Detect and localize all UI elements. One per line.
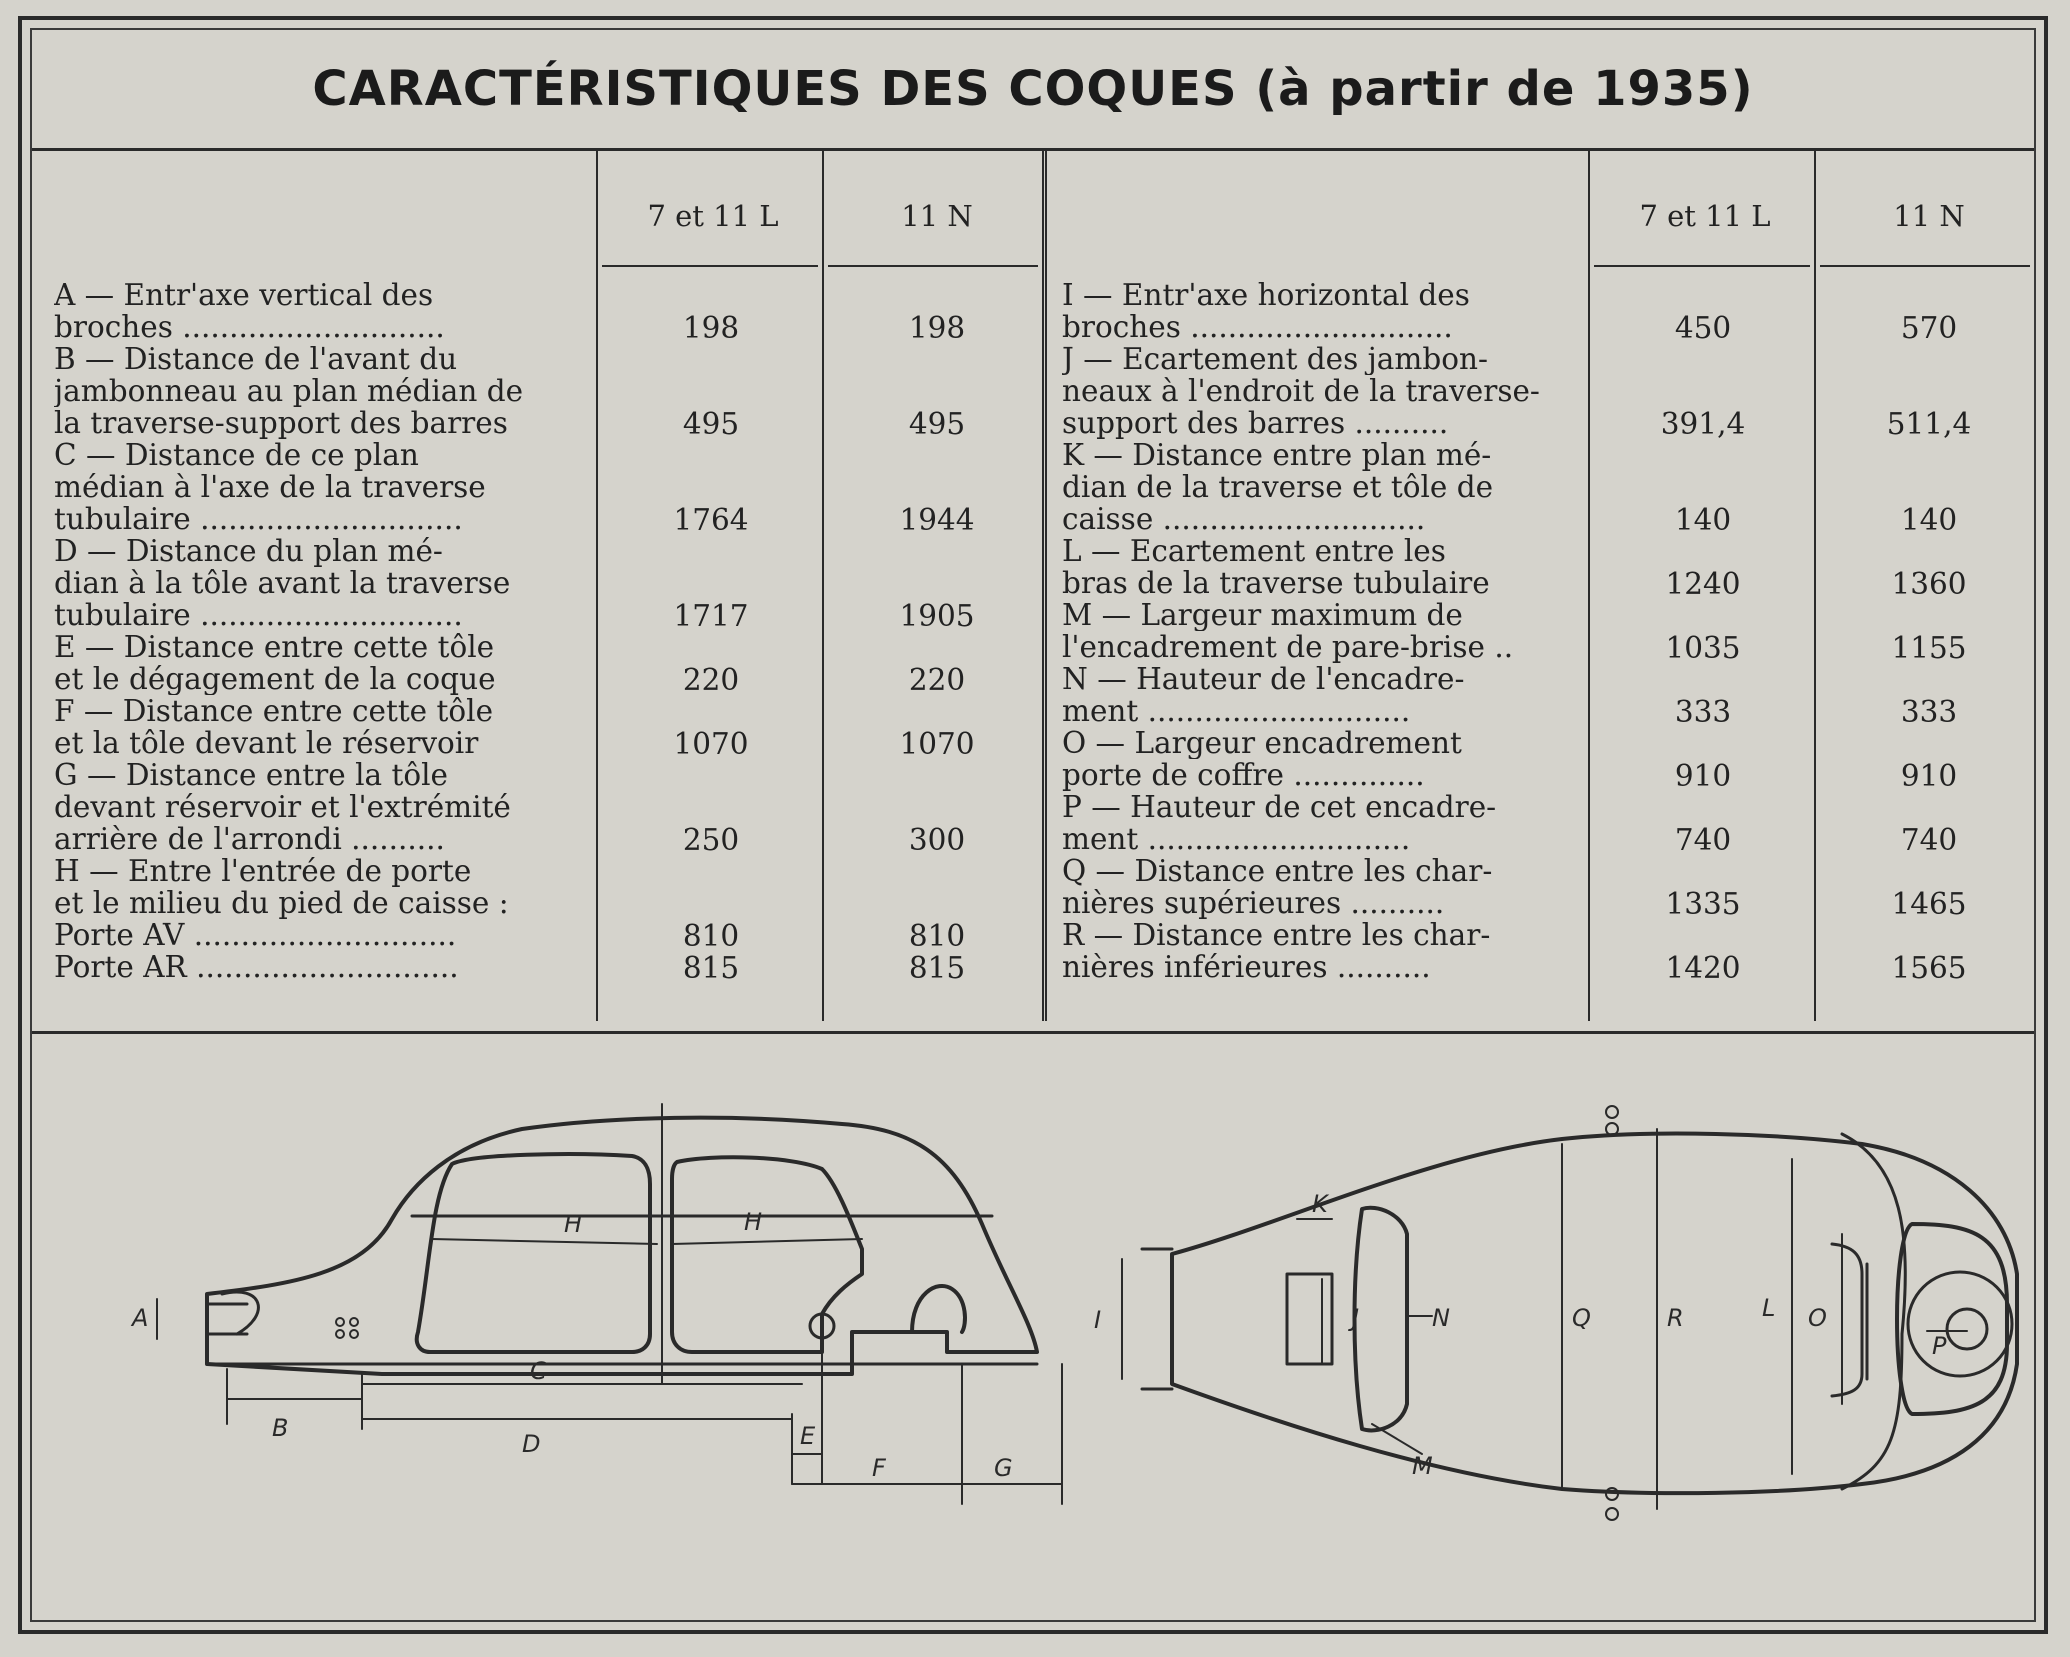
header-rule	[602, 265, 818, 267]
spec-value-11n: 815	[908, 951, 966, 985]
spec-value-7-11l: 1070	[673, 727, 749, 761]
spec-value-11n: 1070	[899, 727, 975, 761]
spec-description-line: et le milieu du pied de caisse :	[54, 887, 509, 919]
label-F: F	[872, 1454, 886, 1482]
spec-description-line: M — Largeur maximum de	[1062, 599, 1463, 631]
spec-value-11n: 198	[908, 311, 966, 345]
specs-table	[32, 151, 2034, 1034]
center-double-separator	[1042, 151, 1047, 1021]
spec-description	[1062, 663, 1574, 727]
spec-description-line: C — Distance de ce plan	[54, 439, 419, 471]
spec-value-7-11l: 910	[1674, 759, 1732, 793]
spec-value-11n: 511,4	[1886, 407, 1972, 441]
spec-description-line: ment ............................	[1062, 823, 1411, 855]
spec-description-line: support des barres ..........	[1062, 407, 1449, 439]
spec-description-line: dian de la traverse et tôle de	[1062, 471, 1494, 503]
spec-description-line: dian à la tôle avant la traverse	[54, 567, 511, 599]
spec-description	[1062, 919, 1574, 983]
spec-description-line: arrière de l'arrondi ..........	[54, 823, 445, 855]
label-G: G	[994, 1454, 1013, 1482]
spec-value-11n: 220	[908, 663, 966, 697]
spec-description-line: P — Hauteur de cet encadre-	[1062, 791, 1497, 823]
spec-description-line: R — Distance entre les char-	[1062, 919, 1491, 951]
label-A: A	[132, 1304, 149, 1332]
spec-description-line: tubulaire ............................	[54, 599, 463, 631]
label-H-rear: H	[744, 1208, 763, 1236]
spec-value-7-11l: 495	[682, 407, 740, 441]
spec-description	[54, 759, 584, 855]
spec-value-7-11l: 391,4	[1660, 407, 1746, 441]
spec-description-line: jambonneau au plan médian de	[54, 375, 524, 407]
spec-value-7-11l: 1240	[1665, 567, 1741, 601]
label-L: L	[1762, 1294, 1776, 1322]
spec-description	[54, 951, 584, 983]
spec-value-7-11l: 333	[1674, 695, 1732, 729]
label-Q: Q	[1572, 1304, 1591, 1332]
spec-description	[1062, 535, 1574, 599]
label-R: R	[1667, 1304, 1684, 1332]
spec-description-line: G — Distance entre la tôle	[54, 759, 449, 791]
spec-description	[54, 343, 584, 439]
spec-value-11n: 300	[908, 823, 966, 857]
spec-description-line: neaux à l'endroit de la traverse-	[1062, 375, 1540, 407]
spec-value-7-11l: 815	[682, 951, 740, 985]
spec-value-11n: 810	[908, 919, 966, 953]
spec-value-7-11l: 450	[1674, 311, 1732, 345]
spec-description-line: devant réservoir et l'extrémité	[54, 791, 511, 823]
spec-description-line: O — Largeur encadrement	[1062, 727, 1462, 759]
spec-value-7-11l: 220	[682, 663, 740, 697]
spec-value-11n: 1565	[1891, 951, 1967, 985]
label-E: E	[800, 1422, 816, 1450]
spec-value-11n: 570	[1900, 311, 1958, 345]
label-H-front: H	[564, 1210, 583, 1238]
spec-value-11n: 1944	[899, 503, 975, 537]
spec-description-line: Q — Distance entre les char-	[1062, 855, 1493, 887]
spec-value-7-11l: 1335	[1665, 887, 1741, 921]
spec-description	[54, 535, 584, 631]
spec-description-line: ment ............................	[1062, 695, 1411, 727]
header-rule	[1594, 265, 1810, 267]
label-K: K	[1312, 1190, 1328, 1218]
dashboard-panel	[1287, 1274, 1332, 1364]
trunk-frame	[1897, 1224, 2007, 1414]
spec-description-line: la traverse-support des barres	[54, 407, 508, 439]
header-rule	[1820, 265, 2030, 267]
spec-description-line: L — Ecartement entre les	[1062, 535, 1446, 567]
spec-description	[1062, 855, 1574, 919]
windshield-frame	[1355, 1208, 1408, 1431]
label-D: D	[522, 1430, 541, 1458]
spec-description-line: tubulaire ............................	[54, 503, 463, 535]
spec-value-7-11l: 198	[682, 311, 740, 345]
spec-description	[1062, 343, 1574, 439]
spec-value-7-11l: 140	[1674, 503, 1732, 537]
col-separator	[1814, 151, 1816, 1021]
front-door-window	[417, 1154, 650, 1352]
page-title: CARACTÉRISTIQUES DES COQUES (à partir de 1935)	[312, 61, 1754, 117]
spec-description	[54, 695, 584, 759]
spec-description-line: bras de la traverse tubulaire	[1062, 567, 1490, 599]
spec-description	[54, 439, 584, 535]
spec-value-7-11l: 1035	[1665, 631, 1741, 665]
dim-H-front	[432, 1239, 657, 1244]
spec-value-7-11l: 1717	[673, 599, 749, 633]
spec-description	[54, 855, 584, 951]
spare-wheel-circle	[1908, 1272, 2012, 1376]
page-frame	[18, 16, 2048, 1634]
spec-description-line: médian à l'axe de la traverse	[54, 471, 486, 503]
wheel-arch	[912, 1286, 965, 1332]
coque-technical-drawing	[32, 1034, 2042, 1634]
spec-description-line: caisse ............................	[1062, 503, 1426, 535]
header-left-7-11l: 7 et 11 L	[647, 199, 779, 233]
spec-value-7-11l: 1764	[673, 503, 749, 537]
spec-value-7-11l: 1420	[1665, 951, 1741, 985]
spec-description-line: N — Hauteur de l'encadre-	[1062, 663, 1465, 695]
spec-description	[1062, 279, 1574, 343]
spec-description	[1062, 727, 1574, 791]
spec-description-line: nières supérieures ..........	[1062, 887, 1445, 919]
spec-description-line: I — Entr'axe horizontal des	[1062, 279, 1470, 311]
spec-description	[1062, 791, 1574, 855]
spec-description-line: K — Distance entre plan mé-	[1062, 439, 1492, 471]
label-C: C	[530, 1357, 547, 1385]
spec-value-11n: 140	[1900, 503, 1958, 537]
label-J: J	[1352, 1304, 1360, 1332]
spec-description-line: broches ............................	[1062, 311, 1453, 343]
spec-description-line: B — Distance de l'avant du	[54, 343, 458, 375]
spec-description	[1062, 599, 1574, 663]
spec-value-11n: 740	[1900, 823, 1958, 857]
spec-value-11n: 1465	[1891, 887, 1967, 921]
col-separator	[596, 151, 598, 1021]
label-P: P	[1932, 1332, 1947, 1360]
spec-value-11n: 1360	[1891, 567, 1967, 601]
header-rule	[828, 265, 1038, 267]
spec-description-line: l'encadrement de pare-brise ..	[1062, 631, 1514, 663]
spare-wheel-hub	[1947, 1309, 1987, 1349]
spec-value-11n: 910	[1900, 759, 1958, 793]
spec-value-11n: 1905	[899, 599, 975, 633]
spec-description-line: F — Distance entre cette tôle	[54, 695, 494, 727]
dim-H-rear	[672, 1239, 862, 1244]
header-right-7-11l: 7 et 11 L	[1639, 199, 1771, 233]
label-O: O	[1808, 1304, 1827, 1332]
header-right-11n: 11 N	[1893, 199, 1965, 233]
label-B: B	[272, 1414, 289, 1442]
spec-description-line: et la tôle devant le réservoir	[54, 727, 479, 759]
spec-value-11n: 495	[908, 407, 966, 441]
spec-description-line: H — Entre l'entrée de porte	[54, 855, 472, 887]
spec-value-7-11l: 740	[1674, 823, 1732, 857]
label-M: M	[1412, 1452, 1433, 1480]
header-left-11n: 11 N	[901, 199, 973, 233]
spec-description-line: A — Entr'axe vertical des	[54, 279, 434, 311]
col-separator	[822, 151, 824, 1021]
spec-description-line: broches ............................	[54, 311, 445, 343]
label-N: N	[1432, 1304, 1450, 1332]
label-I: I	[1094, 1306, 1102, 1334]
spec-description	[1062, 439, 1574, 535]
spec-value-7-11l: 250	[682, 823, 740, 857]
spec-value-7-11l: 810	[682, 919, 740, 953]
spec-description-line: et le dégagement de la coque	[54, 663, 496, 695]
spec-description-line: nières inférieures ..........	[1062, 951, 1431, 983]
spec-description-line: J — Ecartement des jambon-	[1062, 343, 1488, 375]
page-frame-inner	[30, 28, 2036, 1622]
spec-description	[54, 279, 584, 343]
spec-description-line: E — Distance entre cette tôle	[54, 631, 495, 663]
title-bar	[32, 30, 2034, 151]
spec-description-line: porte de coffre ..............	[1062, 759, 1425, 791]
coque-drawings	[32, 1034, 2034, 1620]
spec-description	[54, 631, 584, 695]
spec-value-11n: 333	[1900, 695, 1958, 729]
spec-description-line: Porte AV ............................	[54, 919, 457, 951]
spec-value-11n: 1155	[1891, 631, 1967, 665]
spec-description-line: D — Distance du plan mé-	[54, 535, 443, 567]
col-separator	[1588, 151, 1590, 1021]
spec-description-line: Porte AR ............................	[54, 951, 459, 983]
